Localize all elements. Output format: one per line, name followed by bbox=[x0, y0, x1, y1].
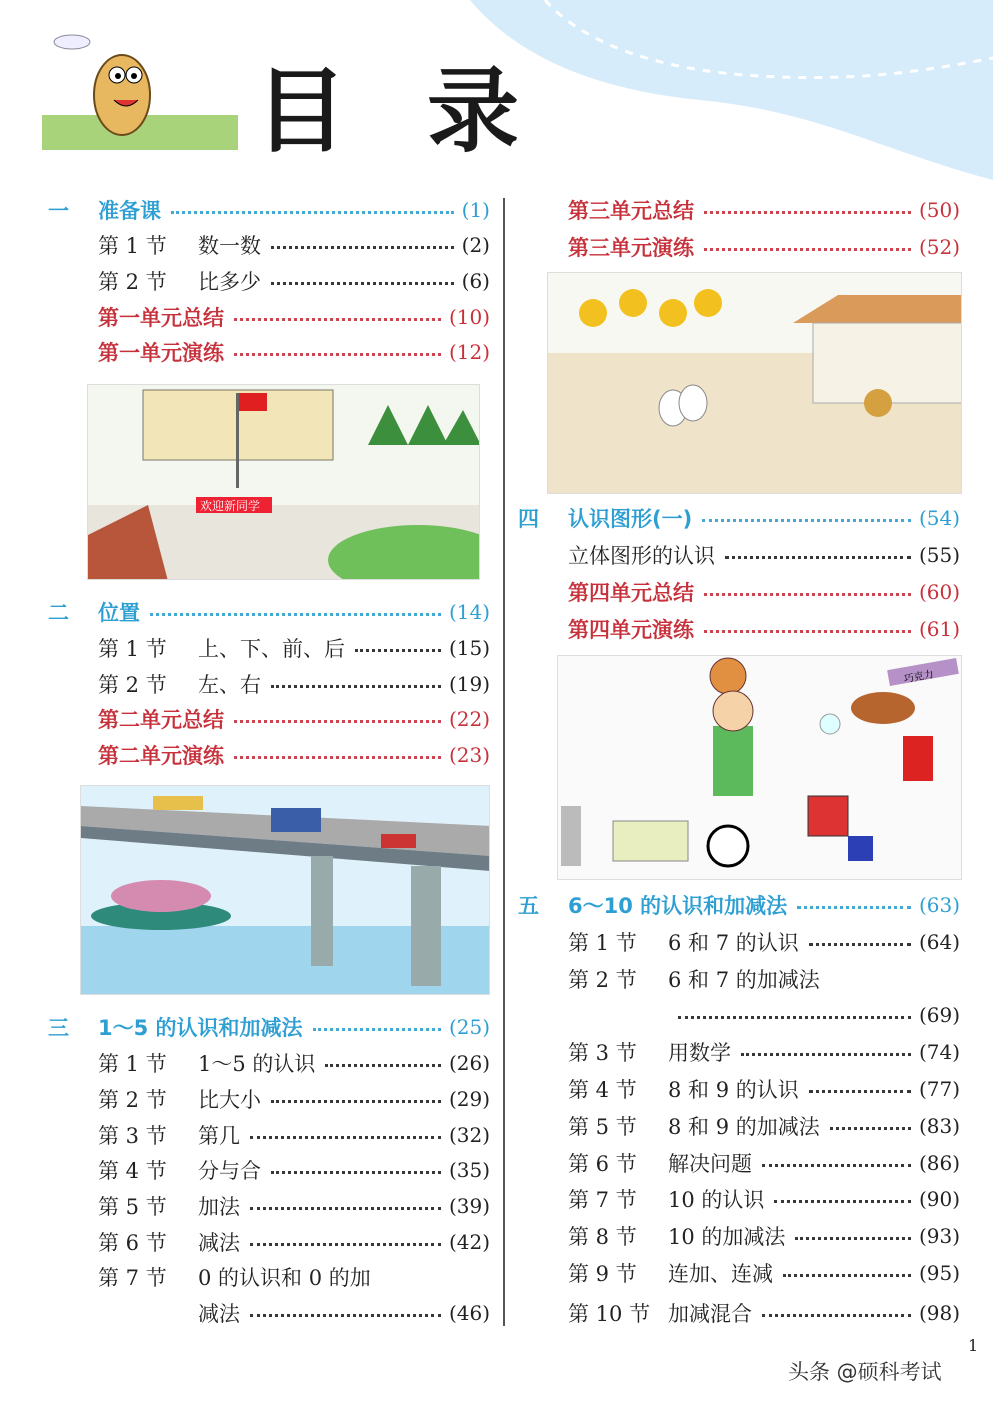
dot-leader bbox=[271, 282, 454, 285]
page-ref: (55) bbox=[918, 543, 960, 567]
dot-leader bbox=[774, 1200, 911, 1203]
dot-leader bbox=[809, 943, 911, 946]
page-ref: (39) bbox=[448, 1194, 490, 1218]
toc-entry[interactable] bbox=[48, 195, 490, 225]
page-ref: (22) bbox=[448, 707, 490, 731]
toc-entry[interactable] bbox=[48, 1012, 490, 1042]
page-ref: (52) bbox=[918, 235, 960, 259]
entry-title: 第三单元演练 bbox=[568, 236, 694, 260]
page-ref: (2) bbox=[461, 233, 490, 257]
section-label: 第 3 节 bbox=[568, 1041, 637, 1065]
page-ref: (86) bbox=[918, 1151, 960, 1175]
page-ref: (35) bbox=[448, 1158, 490, 1182]
shapes-illustration bbox=[557, 655, 962, 880]
toc-entry[interactable] bbox=[568, 1000, 960, 1030]
page-ref: (95) bbox=[918, 1261, 960, 1285]
dot-leader bbox=[809, 1090, 911, 1093]
toc-entry[interactable] bbox=[98, 337, 490, 367]
svg-text:欢迎新同学: 欢迎新同学 bbox=[200, 499, 261, 513]
entry-title: 解决问题 bbox=[668, 1152, 752, 1176]
dot-leader bbox=[171, 211, 454, 214]
page-ref: (83) bbox=[918, 1114, 960, 1138]
page-title: 目 录 bbox=[255, 58, 544, 165]
page-ref: (61) bbox=[918, 617, 960, 641]
column-divider bbox=[503, 198, 505, 1326]
section-label: 第 7 节 bbox=[98, 1266, 167, 1290]
page-ref: (1) bbox=[461, 198, 490, 222]
entry-title: 第一单元总结 bbox=[98, 306, 224, 330]
page-ref: (26) bbox=[448, 1051, 490, 1075]
watermark: 头条 @硕科考试 bbox=[788, 1360, 942, 1384]
mascot-illustration bbox=[42, 30, 238, 150]
section-label: 第 1 节 bbox=[568, 931, 637, 955]
dot-leader bbox=[741, 1053, 911, 1056]
entry-title: 比大小 bbox=[198, 1088, 261, 1112]
section-label: 第 6 节 bbox=[98, 1231, 167, 1255]
chapter-number: 四 bbox=[518, 507, 539, 531]
section-label: 第 8 节 bbox=[568, 1225, 637, 1249]
toc-entry[interactable] bbox=[568, 1258, 960, 1288]
entry-title: 8 和 9 的加减法 bbox=[668, 1115, 820, 1139]
entry-title: 减法 bbox=[198, 1302, 240, 1326]
entry-title: 认识图形(一) bbox=[568, 507, 693, 531]
entry-title: 10 的认识 bbox=[668, 1188, 765, 1212]
entry-title: 1～5 的认识和加减法 bbox=[98, 1016, 303, 1040]
toc-entry[interactable] bbox=[568, 1298, 960, 1328]
toc-entry[interactable] bbox=[98, 633, 490, 663]
entry-title: 8 和 9 的认识 bbox=[668, 1078, 799, 1102]
dot-leader bbox=[783, 1274, 911, 1277]
page-ref: (64) bbox=[918, 930, 960, 954]
page-ref: (14) bbox=[448, 600, 490, 624]
section-label: 第 9 节 bbox=[568, 1262, 637, 1286]
section-label: 第 2 节 bbox=[98, 673, 167, 697]
toc-entry[interactable] bbox=[98, 1298, 490, 1328]
toc-entry[interactable] bbox=[98, 669, 490, 699]
entry-title: 6 和 7 的加减法 bbox=[668, 968, 820, 992]
toc-entry[interactable] bbox=[98, 1084, 490, 1114]
entry-title: 上、下、前、后 bbox=[198, 637, 345, 661]
entry-title: 立体图形的认识 bbox=[568, 544, 715, 568]
dot-leader bbox=[234, 720, 441, 723]
toc-entry[interactable] bbox=[98, 1262, 490, 1292]
toc-entry[interactable] bbox=[568, 927, 960, 957]
entry-title: 加法 bbox=[198, 1195, 240, 1219]
entry-title: 第二单元演练 bbox=[98, 744, 224, 768]
toc-entry[interactable] bbox=[568, 1037, 960, 1067]
toc-entry[interactable] bbox=[98, 704, 490, 734]
section-label: 第 4 节 bbox=[568, 1078, 637, 1102]
dot-leader bbox=[313, 1028, 441, 1031]
dot-leader bbox=[830, 1127, 911, 1130]
dot-leader bbox=[250, 1207, 441, 1210]
entry-title: 6～10 的认识和加减法 bbox=[568, 894, 788, 918]
dot-leader bbox=[704, 211, 911, 214]
dot-leader bbox=[271, 685, 441, 688]
section-label: 第 3 节 bbox=[98, 1124, 167, 1148]
toc-entry[interactable] bbox=[568, 1221, 960, 1251]
toc-entry[interactable] bbox=[98, 266, 490, 296]
page-ref: (74) bbox=[918, 1040, 960, 1064]
page-ref: (46) bbox=[448, 1301, 490, 1325]
school-illustration bbox=[87, 384, 480, 580]
page-ref: (32) bbox=[448, 1123, 490, 1147]
toc-entry[interactable] bbox=[98, 1155, 490, 1185]
section-label: 第 2 节 bbox=[98, 1088, 167, 1112]
toc-entry[interactable] bbox=[568, 1184, 960, 1214]
section-label: 第 1 节 bbox=[98, 1052, 167, 1076]
entry-title: 第四单元总结 bbox=[568, 581, 694, 605]
page-ref: (77) bbox=[918, 1077, 960, 1101]
page-ref: (6) bbox=[461, 269, 490, 293]
page-ref: (42) bbox=[448, 1230, 490, 1254]
entry-title: 用数学 bbox=[668, 1041, 731, 1065]
entry-title: 第一单元演练 bbox=[98, 341, 224, 365]
entry-title: 0 的认识和 0 的加 bbox=[198, 1266, 371, 1290]
entry-title: 第二单元总结 bbox=[98, 708, 224, 732]
chapter-number: 二 bbox=[48, 601, 69, 625]
page-number: 1 bbox=[968, 1336, 979, 1355]
toc-entry[interactable] bbox=[568, 1148, 960, 1178]
dot-leader bbox=[704, 248, 911, 251]
entry-title: 第几 bbox=[198, 1124, 240, 1148]
entry-title: 10 的加减法 bbox=[668, 1225, 786, 1249]
toc-entry[interactable] bbox=[568, 1074, 960, 1104]
page-ref: (69) bbox=[918, 1003, 960, 1027]
page-ref: (25) bbox=[448, 1015, 490, 1039]
page-ref: (63) bbox=[918, 893, 960, 917]
farm-illustration bbox=[547, 272, 962, 494]
entry-title: 第四单元演练 bbox=[568, 618, 694, 642]
entry-title: 减法 bbox=[198, 1231, 240, 1255]
entry-title: 第三单元总结 bbox=[568, 199, 694, 223]
toc-entry[interactable] bbox=[98, 1227, 490, 1257]
toc-entry[interactable] bbox=[568, 1111, 960, 1141]
dot-leader bbox=[795, 1237, 911, 1240]
chapter-number: 一 bbox=[48, 199, 69, 223]
section-label: 第 5 节 bbox=[98, 1195, 167, 1219]
page-ref: (50) bbox=[918, 198, 960, 222]
entry-title: 左、右 bbox=[198, 673, 261, 697]
section-label: 第 5 节 bbox=[568, 1115, 637, 1139]
section-label: 第 1 节 bbox=[98, 637, 167, 661]
dot-leader bbox=[725, 556, 911, 559]
dot-leader bbox=[234, 318, 441, 321]
dot-leader bbox=[325, 1064, 441, 1067]
chapter-number: 三 bbox=[48, 1016, 69, 1040]
toc-entry[interactable] bbox=[98, 1048, 490, 1078]
toc-entry[interactable] bbox=[48, 597, 490, 627]
page-ref: (29) bbox=[448, 1087, 490, 1111]
entry-title: 加减混合 bbox=[668, 1302, 752, 1326]
svg-text:巧克力: 巧克力 bbox=[903, 669, 935, 686]
toc-entry[interactable] bbox=[568, 195, 960, 225]
toc-entry[interactable] bbox=[518, 503, 960, 533]
entry-title: 数一数 bbox=[198, 234, 261, 258]
dot-leader bbox=[797, 906, 911, 909]
dot-leader bbox=[234, 353, 441, 356]
section-label: 第 2 节 bbox=[568, 968, 637, 992]
dot-leader bbox=[271, 1171, 441, 1174]
section-label: 第 7 节 bbox=[568, 1188, 637, 1212]
dot-leader bbox=[250, 1243, 441, 1246]
page-ref: (10) bbox=[448, 305, 490, 329]
dot-leader bbox=[250, 1136, 441, 1139]
dot-leader bbox=[678, 1016, 911, 1019]
section-label: 第 6 节 bbox=[568, 1152, 637, 1176]
toc-entry[interactable] bbox=[98, 740, 490, 770]
page-ref: (54) bbox=[918, 506, 960, 530]
toc-entry[interactable] bbox=[568, 964, 960, 994]
page-ref: (98) bbox=[918, 1301, 960, 1325]
entry-title: 准备课 bbox=[98, 199, 161, 223]
page-ref: (60) bbox=[918, 580, 960, 604]
page-ref: (90) bbox=[918, 1187, 960, 1211]
dot-leader bbox=[704, 593, 911, 596]
dot-leader bbox=[355, 649, 441, 652]
toc-entry[interactable] bbox=[568, 614, 960, 644]
bridge-illustration bbox=[80, 785, 490, 995]
entry-title: 1～5 的认识 bbox=[198, 1052, 316, 1076]
section-label: 第 1 节 bbox=[98, 234, 167, 258]
dot-leader bbox=[271, 246, 454, 249]
dot-leader bbox=[762, 1314, 911, 1317]
page-ref: (19) bbox=[448, 672, 490, 696]
entry-title: 6 和 7 的认识 bbox=[668, 931, 799, 955]
dot-leader bbox=[762, 1164, 911, 1167]
toc-entry[interactable] bbox=[98, 1120, 490, 1150]
dot-leader bbox=[150, 613, 441, 616]
toc-entry[interactable] bbox=[98, 1191, 490, 1221]
toc-entry[interactable] bbox=[568, 540, 960, 570]
chapter-number: 五 bbox=[518, 894, 539, 918]
entry-title: 连加、连减 bbox=[668, 1262, 773, 1286]
dot-leader bbox=[702, 519, 911, 522]
page-ref: (93) bbox=[918, 1224, 960, 1248]
dot-leader bbox=[704, 630, 911, 633]
page-ref: (12) bbox=[448, 340, 490, 364]
section-label: 第 4 节 bbox=[98, 1159, 167, 1183]
toc-entry[interactable] bbox=[98, 302, 490, 332]
toc-entry[interactable] bbox=[98, 230, 490, 260]
section-label: 第 10 节 bbox=[568, 1302, 651, 1326]
section-label: 第 2 节 bbox=[98, 270, 167, 294]
page-ref: (23) bbox=[448, 743, 490, 767]
dot-leader bbox=[250, 1314, 441, 1317]
entry-title: 位置 bbox=[98, 601, 140, 625]
toc-entry[interactable] bbox=[568, 577, 960, 607]
page-ref: (15) bbox=[448, 636, 490, 660]
entry-title: 比多少 bbox=[198, 270, 261, 294]
toc-entry[interactable] bbox=[518, 890, 960, 920]
dot-leader bbox=[271, 1100, 441, 1103]
dot-leader bbox=[234, 756, 441, 759]
toc-entry[interactable] bbox=[568, 232, 960, 262]
entry-title: 分与合 bbox=[198, 1159, 261, 1183]
